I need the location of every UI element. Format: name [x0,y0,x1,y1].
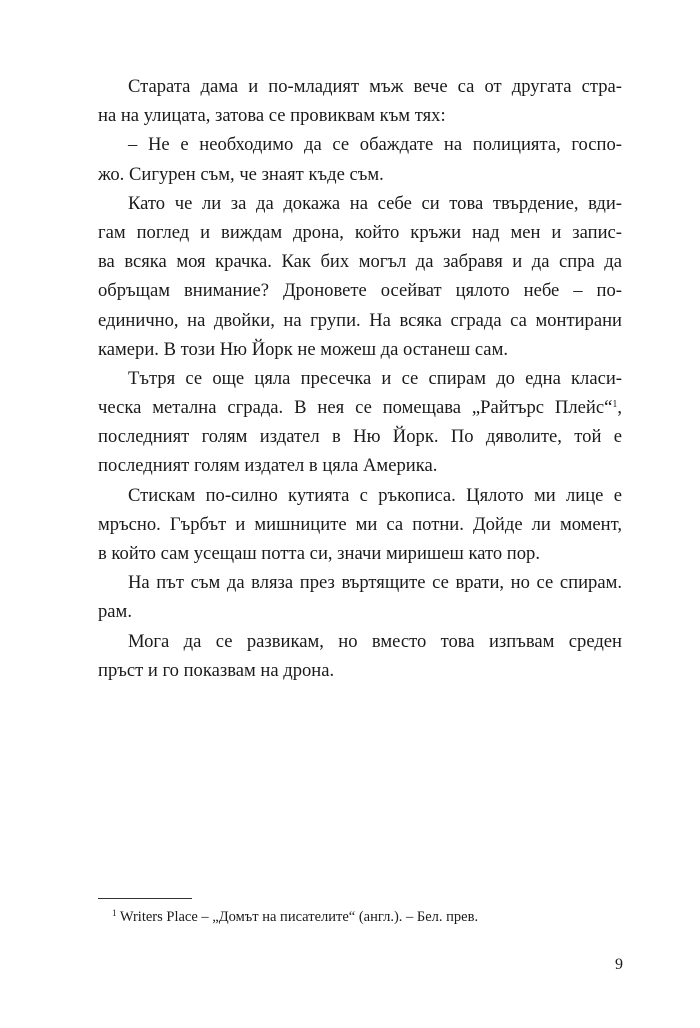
text-line: Тътря се още цяла пресечка и се спирам до една класи- [128,367,622,389]
text-line: жо. Сигурен съм, че знаят къде съм. [98,163,384,185]
text-line: – Не е необходимо да се обаждате на полицията, госпо- [128,134,622,156]
text-line: Като че ли за да докажа на себе си това твърдение, вди- [128,192,622,214]
text-line: рам. [98,601,132,623]
text-line: мръсно. Гърбът и мишниците ми са потни. Дойде ли момент, [98,513,622,535]
text-line: камери. В този Ню Йорк не можеш да останеш сам. [98,338,508,360]
footnote-number: 1 [112,908,117,918]
text-line: Стискам по-силно кутията с ръкописа. Цялото ми лице е [128,484,622,506]
footnote [112,908,478,926]
text-line: обръщам внимание? Дроновете осейват цялото небе – по- [98,280,622,302]
footnote-text: Writers Place – „Домът на писателите“ (англ.). – Бел. прев. [119,909,479,925]
text-line: гам поглед и виждам дрона, който кръжи над мен и запис- [98,221,622,243]
text-line: Старата дама и по-младият мъж вече са от другата стра- [128,76,622,97]
text-line: в който сам усещаш потта си, значи миришеш като пор. [98,543,540,564]
body-text [98,72,622,685]
text-line: На път съм да вляза през въртящите се врати, но се спирам. [128,572,622,594]
text-line: Мога да се развикам, но вместо това изпъвам среден [128,630,622,652]
text-line: единично, на двойки, на групи. На всяка сграда са монтирани [98,309,622,331]
text-line: последният голям издател в Ню Йорк. По дяволите, той е [98,426,622,448]
text-line: ва всяка моя крачка. Как бих могъл да забравя и да спра да [98,251,622,273]
text-line: на на улицата, затова се провиквам към тях: [98,105,446,127]
text-line: последният голям издател в цяла Америка. [98,455,438,477]
footnote-reference-suffix: , [617,397,622,419]
text-line-content: ческа метална сграда. В нея се помещава „Райтърс Плейс“ [98,397,613,419]
footnote-reference: 1 [612,399,618,411]
text-line: пръст и го показвам на дрона. [98,659,335,681]
page-number: 9 [615,956,623,973]
footnote-divider [98,898,192,899]
text-line [98,393,622,422]
